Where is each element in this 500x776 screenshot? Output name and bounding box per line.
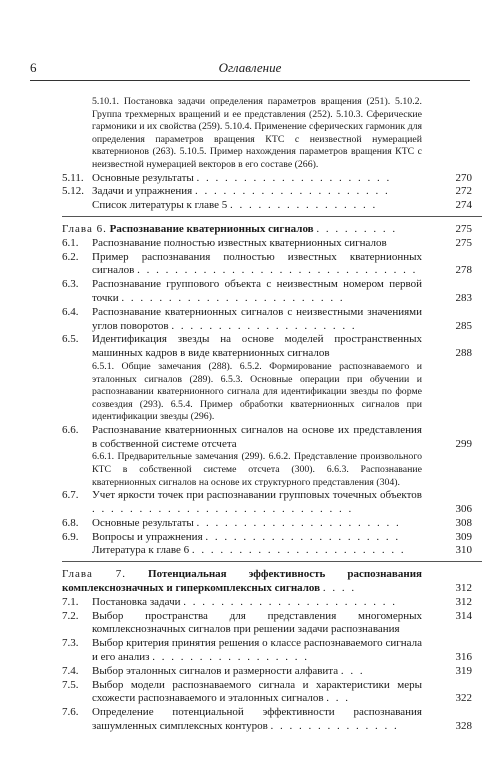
entry-number: 5.12.	[62, 185, 84, 198]
entry-page: 274	[455, 199, 472, 212]
leader-dots: . . . .	[322, 582, 357, 595]
subsection-list-5-10: 5.10.1. Постановка задачи определения параметров вращения (251). 5.10.2. Группа трехмерных вращений и ее представления (252). 5.10.3. Сферические гармоники и их свойства (259). 5.10.4. Применение сферических гармоник для определения параметров вращения КТС с неизвестной нумерацией кватернионов (263). 5.10.5. Пример нахождения параметров вращения КТС с неизвестной нумерацией векторов в его составе (266).	[92, 96, 422, 170]
leader-dots: . . .	[326, 692, 351, 705]
entry-number: 5.11.	[62, 171, 84, 184]
running-head: Оглавление	[218, 60, 282, 75]
entry-number: 7.4.	[62, 664, 79, 677]
toc-entry-6-9	[62, 530, 472, 545]
entry-title: Пример распознавания полностью известных кватернионных сигналов	[92, 250, 422, 277]
subsection-list-6-5: 6.5.1. Общие замечания (288). 6.5.2. Формирование распознаваемого и эталонных сигналов (289). 6.5.3. Основные операции при обучении и распознавании кватернионного сигнала для идентификации звезды по форме созвездия (293). 6.5.4. Пример обработки кватернионных сигналов при идентификации звезды (296).	[92, 360, 422, 423]
entry-title: Распознавание полностью известных кватернионных сигналов	[92, 236, 387, 249]
entry-page: 314	[455, 609, 472, 622]
toc-entry-6-6	[62, 423, 472, 452]
entry-page: 312	[455, 582, 472, 595]
page-header	[30, 58, 470, 81]
toc-entry-6-8	[62, 516, 472, 531]
entry-page: 306	[455, 503, 472, 516]
entry-title: Выбор эталонных сигналов и размерности алфавита	[92, 664, 339, 677]
leader-dots: . . . . . . . . . . . . . . . . . . . . .	[196, 171, 392, 184]
leader-dots: . . . . . . . . . . . . . . . . . . . . . .	[196, 516, 401, 529]
leader-dots: . . . . . . . . . . . . . . . .	[229, 199, 378, 212]
entry-number: 6.6.	[62, 423, 79, 436]
toc-entry-6-1	[62, 236, 472, 251]
leader-dots: . . . . . . . . . . . . . . . . . . . . . . . . . . . .	[92, 503, 354, 516]
toc-entry-7-5	[62, 678, 472, 707]
entry-page: 316	[455, 651, 472, 664]
entry-title: Выбор пространства для представления многомерных комплекснозначных сигналов при решении задачи распознавания	[92, 609, 422, 636]
entry-number: 6.5.	[62, 333, 79, 346]
entry-page: 328	[455, 720, 472, 733]
toc-entry-6-7	[62, 489, 472, 517]
chapter-title: Потенциальная эффективность распознавания комплекснозначных и гиперкомплексных сигналов	[62, 568, 422, 595]
entry-page: 308	[455, 516, 472, 529]
separator-rule	[62, 561, 482, 562]
entry-title: Основные результаты	[92, 516, 194, 529]
entry-number: 7.1.	[62, 595, 79, 608]
entry-page: 283	[455, 291, 472, 304]
entry-title: Выбор модели распознаваемого сигнала и характеристики меры схожести распознаваемого и эталонных сигналов	[92, 678, 422, 705]
entry-title: Распознавание кватернионных сигналов с неизвестными значениями углов поворотов	[92, 305, 422, 332]
entry-title: Список литературы к главе 5	[92, 199, 228, 212]
entry-page: 285	[455, 319, 472, 332]
entry-title: Идентификация звезды на основе моделей пространственных машинных кадров в виде кватернионных сигналов	[92, 333, 422, 360]
toc-entry-6-4	[62, 305, 472, 334]
toc-entry-7-4	[62, 664, 472, 679]
entry-title: Учет яркости точек при распознавании групповых точечных объектов	[92, 489, 422, 502]
chapter-6-heading	[62, 222, 472, 237]
entry-number: 7.3.	[62, 637, 79, 650]
entry-number: 7.5.	[62, 678, 79, 691]
leader-dots: . . . . . . . . . . . . . . . . . . . . . . . .	[121, 291, 345, 304]
toc-entry-5-11	[62, 171, 472, 186]
entry-title: Распознавание кватернионных сигналов на основе их представления в собственной системе отсчета	[92, 423, 422, 450]
entry-page: 272	[455, 185, 472, 198]
entry-page: 310	[455, 544, 472, 557]
entry-page: 309	[455, 530, 472, 543]
separator-rule	[62, 216, 482, 217]
table-of-contents	[62, 96, 472, 734]
entry-number: 6.8.	[62, 516, 79, 529]
chapter-label: Глава 7.	[62, 568, 127, 581]
entry-page: 288	[455, 347, 472, 360]
chapter-title: Распознавание кватернионных сигналов	[109, 222, 314, 235]
leader-dots: . . . . . . . . .	[316, 222, 398, 235]
page-number: 6	[30, 60, 37, 75]
entry-title: Постановка задачи	[92, 595, 181, 608]
entry-number: 6.3.	[62, 278, 79, 291]
leader-dots: . . . . . . . . . . . . . . . . . . . . . . . . . . . . . .	[137, 264, 418, 277]
entry-number: 6.1.	[62, 236, 79, 249]
entry-page: 275	[455, 236, 472, 249]
toc-entry-6-5	[62, 333, 472, 361]
entry-page: 270	[455, 171, 472, 184]
entry-number: 6.4.	[62, 305, 79, 318]
entry-page: 299	[455, 437, 472, 450]
entry-number: 6.9.	[62, 530, 79, 543]
toc-entry-7-2	[62, 609, 472, 638]
entry-title: Литература к главе 6	[92, 544, 190, 557]
entry-number: 7.6.	[62, 706, 79, 719]
leader-dots: . . . . . . . . . . . . . . . . . . . . .	[194, 185, 390, 198]
toc-entry-5-12	[62, 185, 472, 199]
entry-number: 6.2.	[62, 250, 79, 263]
entry-title: Основные результаты	[92, 171, 194, 184]
entry-page: 312	[455, 595, 472, 608]
subsection-list-6-6: 6.6.1. Предварительные замечания (299). 6.6.2. Представление произвольного КТС в собственной системе отсчета (300). 6.6.3. Распознавание кватернионных сигналов на основе их структурного представления (304).	[92, 451, 422, 488]
entry-page: 275	[455, 222, 472, 235]
toc-entry-6-2	[62, 250, 472, 279]
entry-title: Определение потенциальной эффективности распознавания зашумленных симплексных контуров	[92, 706, 422, 733]
toc-entry-bibliography-6	[92, 544, 472, 558]
toc-entry-7-3	[62, 637, 472, 665]
entry-number: 6.7.	[62, 489, 79, 502]
entry-page: 322	[455, 692, 472, 705]
entry-title: Выбор критерия принятия решения о классе распознаваемого сигнала и его анализ	[92, 637, 422, 664]
chapter-7-heading	[62, 568, 472, 596]
leader-dots: . . . . . . . . . . . . . .	[270, 720, 399, 733]
leader-dots: . . . . . . . . . . . . . . . . . . . .	[171, 319, 357, 332]
leader-dots: . . . . . . . . . . . . . . . . . . . . . . .	[183, 595, 397, 608]
toc-entry-bibliography-5	[92, 199, 472, 213]
entry-title: Распознавание группового объекта с неизвестным номером первой точки	[92, 278, 422, 304]
leader-dots: . . . . . . . . . . . . . . . . . . . . . . .	[191, 544, 406, 557]
toc-entry-7-6	[62, 706, 472, 734]
entry-number: 7.2.	[62, 609, 79, 622]
toc-entry-7-1	[62, 595, 472, 610]
toc-entry-6-3	[62, 278, 472, 306]
leader-dots: . . . . . . . . . . . . . . . . . . . . .	[205, 530, 401, 543]
leader-dots: . . . . . . . . . . . . . . . . .	[152, 651, 309, 664]
entry-title: Задачи и упражнения	[92, 185, 193, 198]
leader-dots: . . .	[340, 664, 365, 677]
entry-title: Вопросы и упражнения	[92, 530, 203, 543]
chapter-label: Глава 6.	[62, 222, 107, 235]
entry-page: 278	[455, 264, 472, 277]
entry-page: 319	[455, 664, 472, 677]
